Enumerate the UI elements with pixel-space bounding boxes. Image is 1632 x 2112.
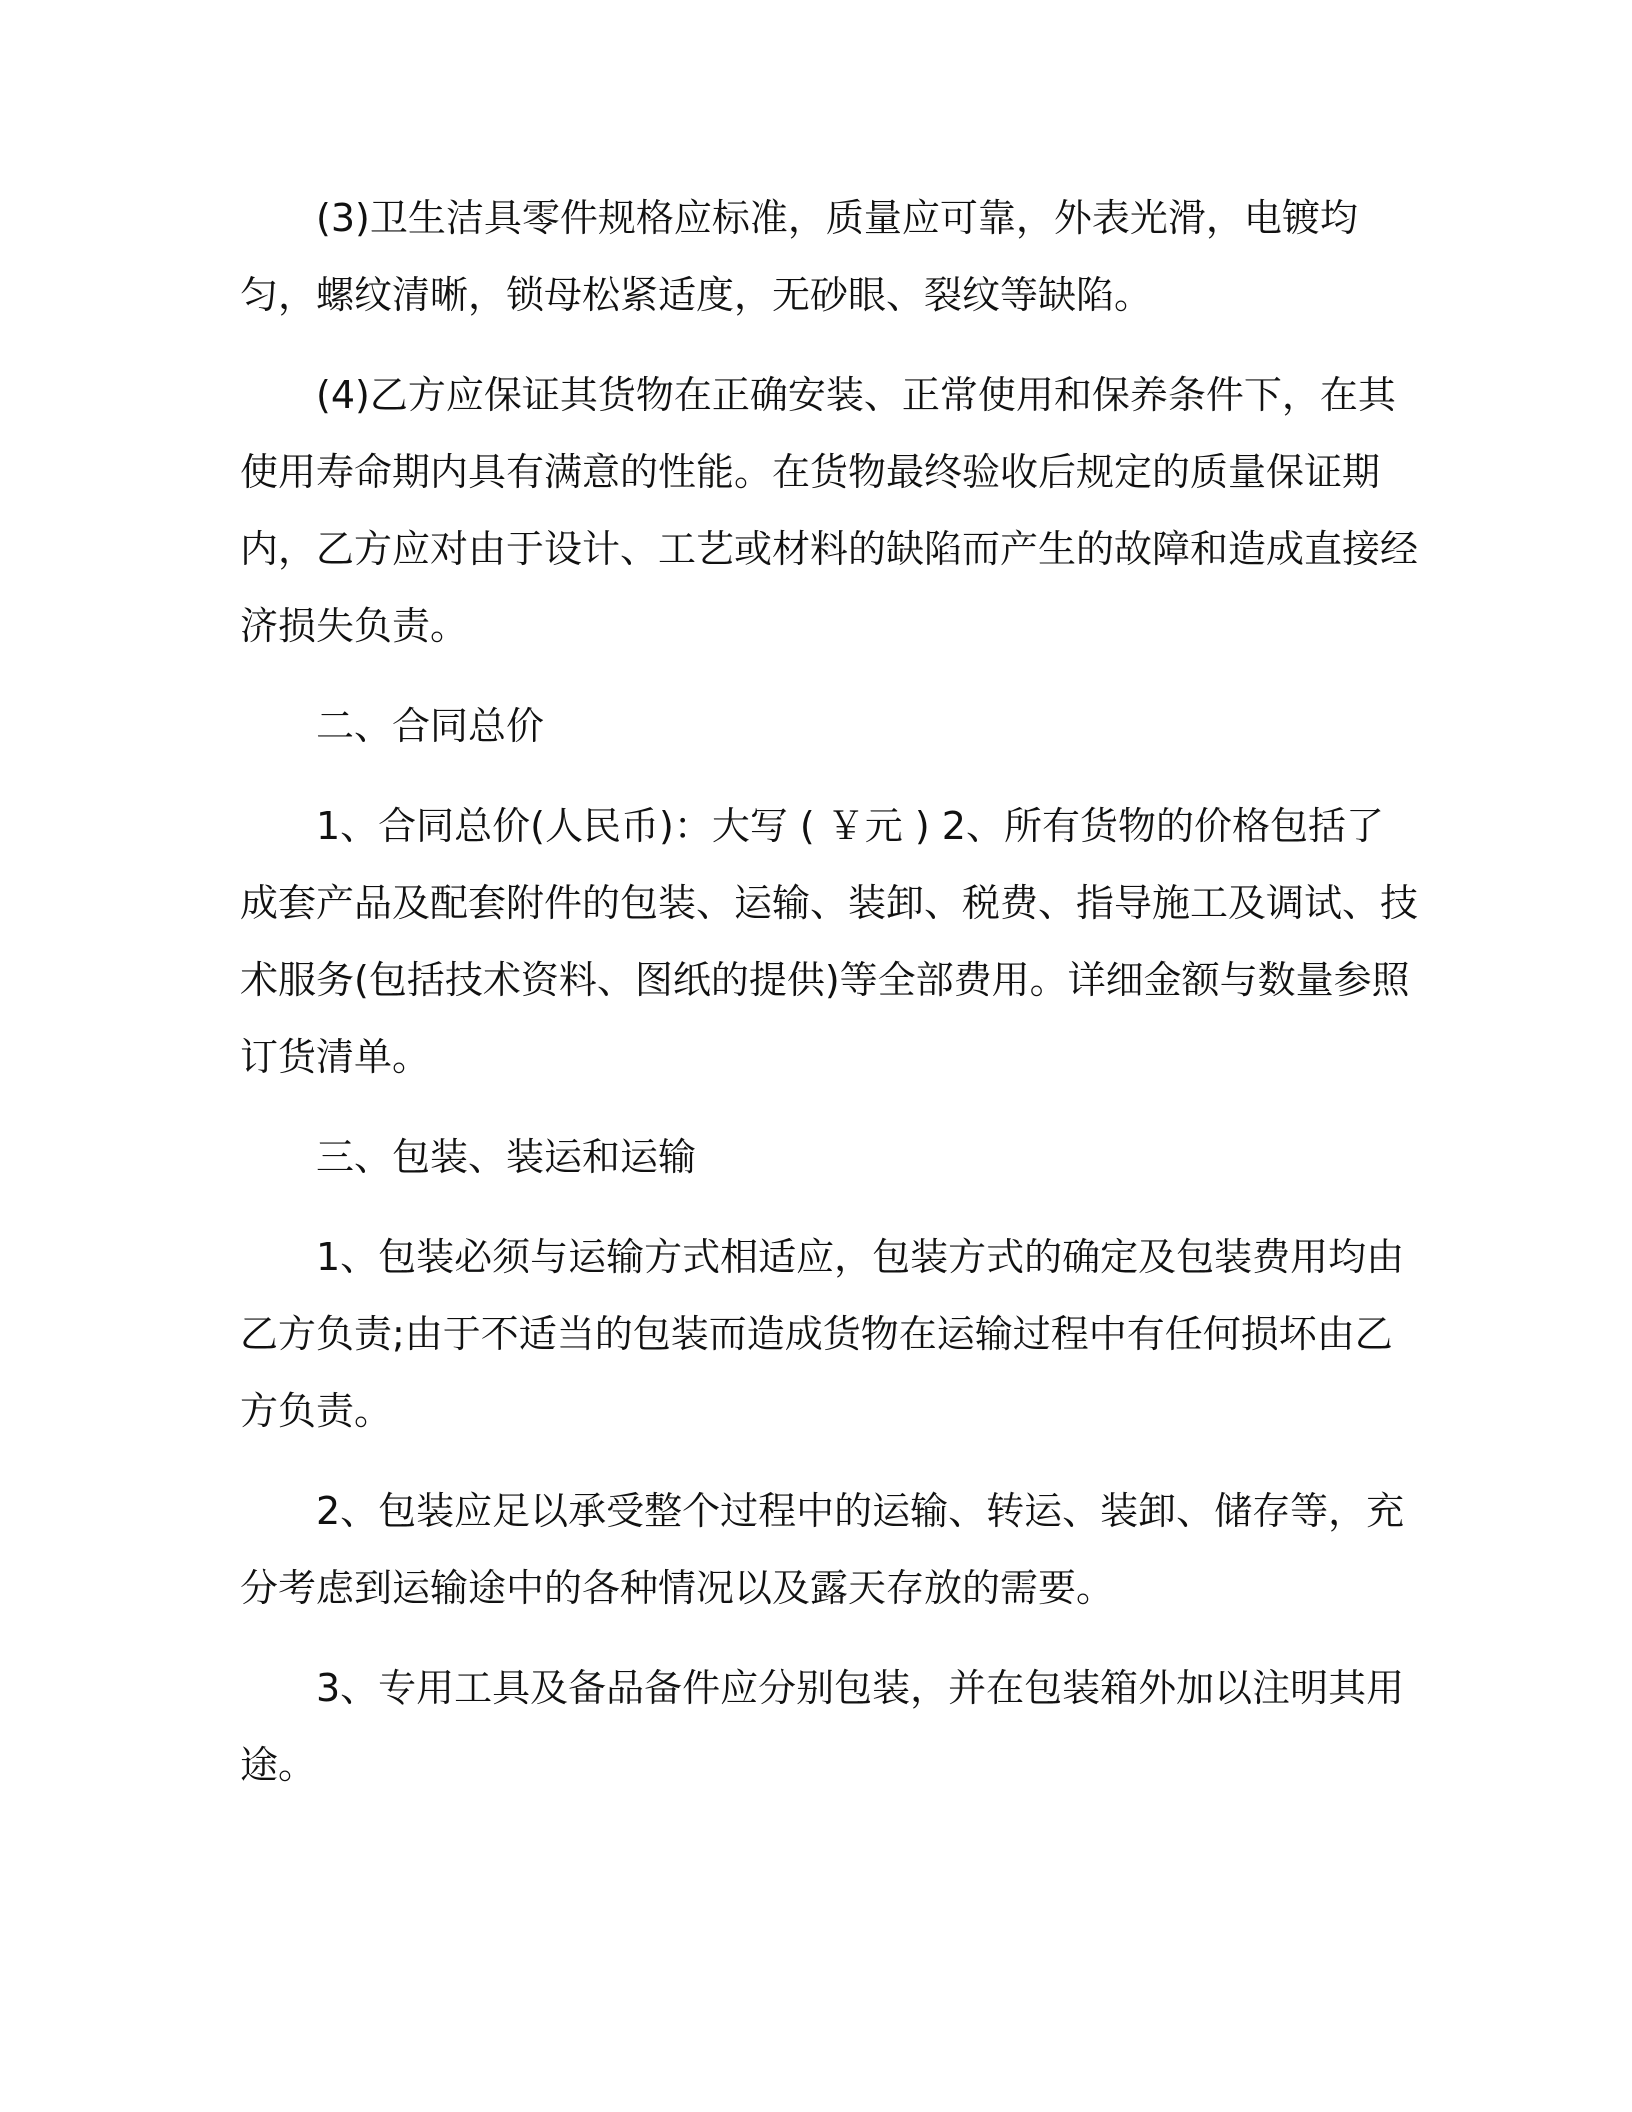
section-heading-total-price: 二、合同总价 xyxy=(316,704,545,748)
paragraph-tools-spare-parts: 3、专用工具及备品备件应分别包装，并在包装箱外加以注明其用途。 xyxy=(240,1666,1405,1787)
paragraph-packaging-method: 1、包装必须与运输方式相适应，包装方式的确定及包装费用均由乙方负责;由于不适当的包装而造成货物在运输过程中有任何损坏由乙方负责。 xyxy=(240,1235,1405,1433)
paragraph-total-price: 1、合同总价(人民币)：大写 ( ￥元 ) 2、所有货物的价格包括了成套产品及配套附件的包装、运输、装卸、税费、指导施工及调试、技术服务(包括技术资料、图纸的提供)等全部费用。详细金额与数量参照订货清单。 xyxy=(240,804,1419,1079)
section-heading-packaging-shipping: 三、包装、装运和运输 xyxy=(316,1135,697,1179)
paragraph-performance-warranty: (4)乙方应保证其货物在正确安装、正常使用和保养条件下，在其使用寿命期内具有满意的性能。在货物最终验收后规定的质量保证期内，乙方应对由于设计、工艺或材料的缺陷而产生的故障和造成直接经济损失负责。 xyxy=(240,373,1419,648)
document-body xyxy=(240,180,1420,1804)
paragraph-packaging-durability: 2、包装应足以承受整个过程中的运输、转运、装卸、储存等，充分考虑到运输途中的各种情况以及露天存放的需要。 xyxy=(240,1489,1405,1610)
paragraph-sanitary-parts-quality: (3)卫生洁具零件规格应标准，质量应可靠，外表光滑，电镀均匀，螺纹清晰，锁母松紧适度，无砂眼、裂纹等缺陷。 xyxy=(240,196,1358,317)
